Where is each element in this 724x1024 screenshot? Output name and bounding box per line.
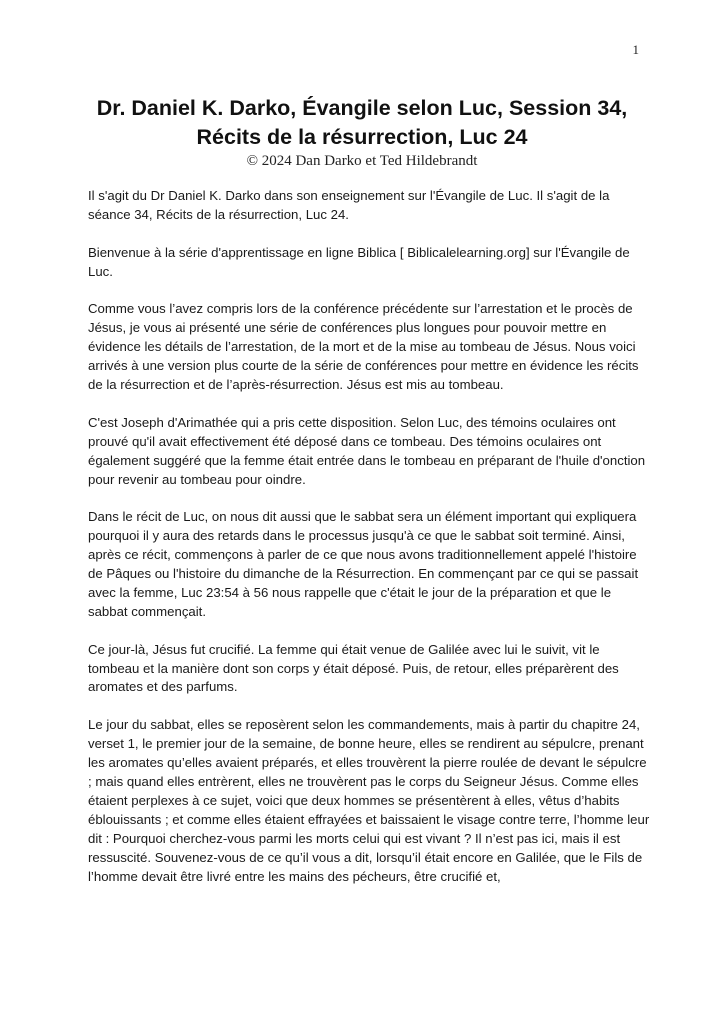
paragraph-7: Le jour du sabbat, elles se reposèrent selon les commandements, mais à partir du chapitre 24, verset 1, le premier jour de la semaine, de bonne heure, elles se rendirent au sépulcre, prenant les aromates qu’elles avaient préparés, et elles trouvèrent la pierre roulée de devant le sépulcre ; mais quand elles entrèrent, elles ne trouvèrent pas le corps du Seigneur Jésus. Comme elles étaient perplexes à ce sujet, voici que deux hommes se présentèrent à elles, vêtus d’habits éblouissants ; et comme elles étaient effrayées et baissaient le visage contre terre, l’homme leur dit : Pourquoi cherchez-vous parmi les morts celui qui est vivant ? Il n’est pas ici, mais il est ressuscité. Souvenez-vous de ce qu’il vous a dit, lorsqu’il était encore en Galilée, que le Fils de l’homme devait être livré entre les mains des pécheurs, être crucifié et, xyxy=(88,717,650,884)
document-title-line-1: Dr. Daniel K. Darko, Évangile selon Luc, Session 34, xyxy=(96,96,628,120)
document-body xyxy=(88,187,650,905)
paragraph-2: Bienvenue à la série d'apprentissage en ligne Biblica [ Biblicalelearning.org] sur l'Évangile de Luc. xyxy=(88,244,630,279)
paragraph-4: C'est Joseph d'Arimathée qui a pris cette disposition. Selon Luc, des témoins oculaires ont prouvé qu'il avait effectivement été déposé dans ce tombeau. Des témoins oculaires ont également suggéré que la femme était entrée dans le tombeau en préparant de l'huile d'onction pour revenir au tombeau pour oindre. xyxy=(88,414,646,487)
copyright-notice: © 2024 Dan Darko et Ted Hildebrandt xyxy=(246,153,478,169)
document-title-line-2: Récits de la résurrection, Luc 24 xyxy=(196,125,528,149)
paragraph-3: Comme vous l’avez compris lors de la conférence précédente sur l’arrestation et le procès de Jésus, je vous ai présenté une série de conférences plus longues pour pouvoir mettre en évidence les détails de l’arrestation, de la mort et de la mise au tombeau de Jésus. Nous voici arrivés à une version plus courte de la série de conférences pour mettre en évidence les récits de la résurrection et de l’après-résurrection. Jésus est mis au tombeau. xyxy=(88,301,639,393)
document-header xyxy=(60,94,664,171)
paragraph-5: Dans le récit de Luc, on nous dit aussi que le sabbat sera un élément important qui expliquera pourquoi il y aura des retards dans le processus jusqu'à ce que le sabbat soit terminé. Ainsi, après ce récit, commençons à parler de ce que nous avons traditionnellement appelé l'histoire de Pâques ou l'histoire du dimanche de la Résurrection. En commençant par ce qui se passait avec la femme, Luc 23:54 à 56 nous rappelle que c'était le jour de la préparation et que le sabbat commençait. xyxy=(88,509,639,619)
paragraph-6: Ce jour-là, Jésus fut crucifié. La femme qui était venue de Galilée avec lui le suivit, vit le tombeau et la manière dont son corps y était déposé. Puis, de retour, elles préparèrent des aromates et des parfums. xyxy=(88,641,619,695)
page-number: 1 xyxy=(632,42,639,57)
paragraph-1: Il s'agit du Dr Daniel K. Darko dans son enseignement sur l'Évangile de Luc. Il s'agit de la séance 34, Récits de la résurrection, Luc 24. xyxy=(88,188,610,222)
